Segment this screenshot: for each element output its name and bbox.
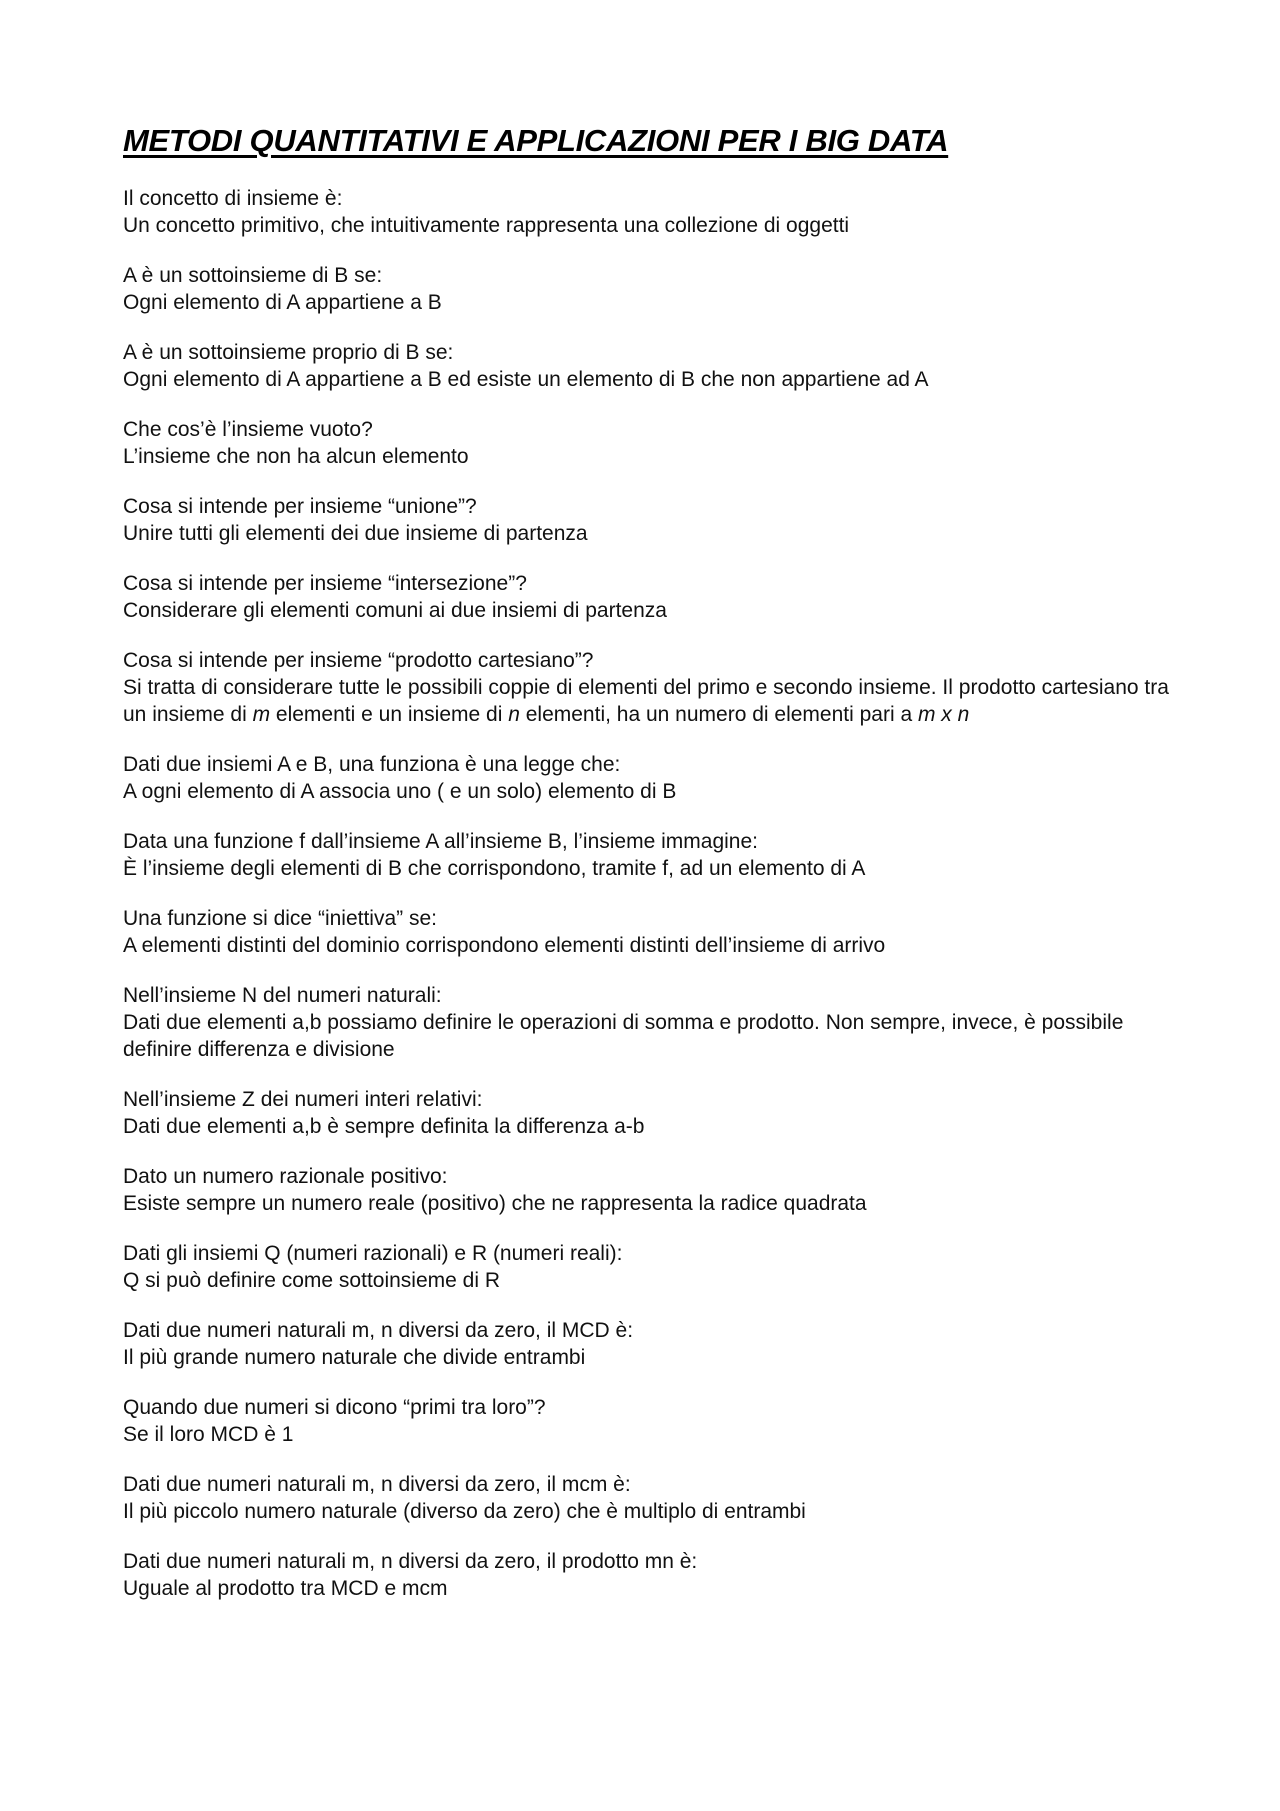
answer: Dati due elementi a,b è sempre definita la differenza a-b [123, 1115, 645, 1138]
question: Che cos’è l’insieme vuoto? [123, 418, 373, 441]
qa-item [123, 493, 1180, 547]
qa-item [123, 1394, 1180, 1448]
answer: Ogni elemento di A appartiene a B [123, 291, 442, 314]
question: Dati gli insiemi Q (numeri razionali) e R (numeri reali): [123, 1242, 623, 1265]
qa-item [123, 1317, 1180, 1371]
qa-item-cartesian-product [123, 647, 1180, 728]
question: Cosa si intende per insieme “unione”? [123, 495, 477, 518]
qa-item [123, 262, 1180, 316]
qa-item [123, 185, 1180, 239]
question: Una funzione si dice “iniettiva” se: [123, 907, 437, 930]
answer [123, 674, 1180, 728]
question: Dati due numeri naturali m, n diversi da zero, il mcm è: [123, 1473, 631, 1496]
qa-item [123, 416, 1180, 470]
question: A è un sottoinsieme di B se: [123, 264, 383, 287]
question: Il concetto di insieme è: [123, 187, 343, 210]
answer: Q si può definire come sottoinsieme di R [123, 1269, 501, 1292]
question: Cosa si intende per insieme “intersezione”? [123, 572, 527, 595]
answer: Il più grande numero naturale che divide entrambi [123, 1346, 586, 1369]
answer-var-m: m [252, 703, 271, 726]
answer: Considerare gli elementi comuni ai due insiemi di partenza [123, 599, 667, 622]
answer-formula: m x n [917, 703, 970, 726]
qa-item [123, 1471, 1180, 1525]
question: Dati due insiemi A e B, una funziona è una legge che: [123, 753, 621, 776]
question: Dati due numeri naturali m, n diversi da zero, il prodotto mn è: [123, 1550, 698, 1573]
question: Quando due numeri si dicono “primi tra loro”? [123, 1396, 546, 1419]
qa-item [123, 828, 1180, 882]
document-title: METODI QUANTITATIVI E APPLICAZIONI PER I BIG DATA [123, 123, 949, 158]
qa-item [123, 982, 1180, 1063]
question: Nell’insieme N del numeri naturali: [123, 984, 442, 1007]
qa-item [123, 1086, 1180, 1140]
qa-item [123, 1163, 1180, 1217]
question: A è un sottoinsieme proprio di B se: [123, 341, 454, 364]
qa-item [123, 570, 1180, 624]
qa-item [123, 751, 1180, 805]
answer-text: elementi e un insieme di [270, 703, 509, 726]
answer: A elementi distinti del dominio corrispondono elementi distinti dell’insieme di arrivo [123, 934, 886, 957]
qa-item [123, 1548, 1180, 1602]
qa-item [123, 1240, 1180, 1294]
question: Dati due numeri naturali m, n diversi da zero, il MCD è: [123, 1319, 634, 1342]
answer-var-n: n [508, 703, 520, 726]
answer: A ogni elemento di A associa uno ( e un solo) elemento di B [123, 780, 677, 803]
question: Cosa si intende per insieme “prodotto cartesiano”? [123, 649, 594, 672]
question: Dato un numero razionale positivo: [123, 1165, 448, 1188]
answer: È l’insieme degli elementi di B che corrispondono, tramite f, ad un elemento di A [123, 857, 866, 880]
answer: Uguale al prodotto tra MCD e mcm [123, 1577, 448, 1600]
qa-item [123, 905, 1180, 959]
question: Nell’insieme Z dei numeri interi relativi: [123, 1088, 483, 1111]
answer-text: Si tratta di considerare tutte le possibili coppie di elementi del primo e secondo insieme. Il prodotto cartesiano tra un insieme di [123, 676, 1169, 726]
answer: Se il loro MCD è 1 [123, 1423, 294, 1446]
qa-item [123, 339, 1180, 393]
answer: L’insieme che non ha alcun elemento [123, 445, 469, 468]
answer: Il più piccolo numero naturale (diverso da zero) che è multiplo di entrambi [123, 1500, 806, 1523]
answer: Unire tutti gli elementi dei due insieme di partenza [123, 522, 588, 545]
answer: Esiste sempre un numero reale (positivo) che ne rappresenta la radice quadrata [123, 1192, 867, 1215]
answer: Un concetto primitivo, che intuitivamente rappresenta una collezione di oggetti [123, 214, 850, 237]
question: Data una funzione f dall’insieme A all’insieme B, l’insieme immagine: [123, 830, 758, 853]
answer: Dati due elementi a,b possiamo definire le operazioni di somma e prodotto. Non sempre, invece, è possibile definire differenza e divisione [123, 1011, 1124, 1061]
answer: Ogni elemento di A appartiene a B ed esiste un elemento di B che non appartiene ad A [123, 368, 929, 391]
answer-text: elementi, ha un numero di elementi pari a [519, 703, 918, 726]
